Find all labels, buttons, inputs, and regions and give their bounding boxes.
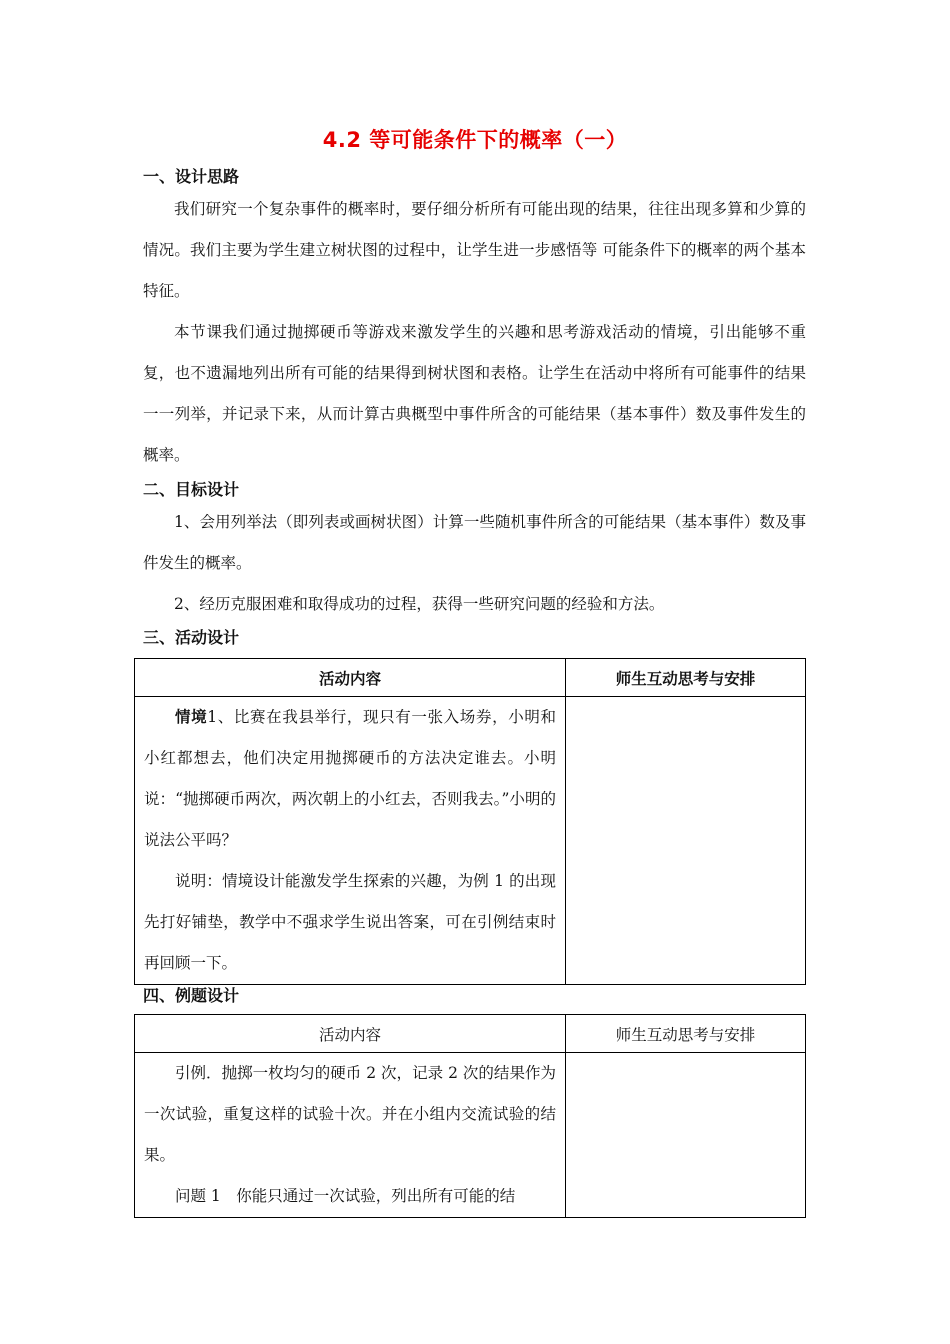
table-cell xyxy=(135,697,566,985)
situation-text: 1、比赛在我县举行，现只有一张入场券，小明和小红都想去，他们决定用抛掷硬币的方法决定谁去。小明说：“抛掷硬币两次，两次朝上的小红去，否则我去。”小明的说法公平吗？ xyxy=(144,708,556,849)
paragraph: 2、经历克服困难和取得成功的过程，获得一些研究问题的经验和方法。 xyxy=(174,595,665,613)
column-header-activity-content: 活动内容 xyxy=(135,1015,566,1053)
example-table xyxy=(134,1014,806,1218)
column-header-interaction: 师生互动思考与安排 xyxy=(566,659,806,697)
table-cell xyxy=(566,697,806,985)
column-header-activity-content: 活动内容 xyxy=(135,659,566,697)
section-heading-activity: 三、活动设计 xyxy=(143,628,240,647)
table-cell xyxy=(566,1053,806,1218)
paragraph: 我们研究一个复杂事件的概率时，要仔细分析所有可能出现的结果，往往出现多算和少算的情况。我们主要为学生建立树状图的过程中，让学生进一步感悟等 可能条件下的概率的两个基本特征。 xyxy=(143,200,806,300)
section-heading-objectives: 二、目标设计 xyxy=(143,480,240,499)
table-header-row xyxy=(135,1015,806,1053)
question-text: 问题 1 你能只通过一次试验，列出所有可能的结 xyxy=(175,1187,516,1205)
table-cell xyxy=(135,1053,566,1218)
activity-table xyxy=(134,658,806,985)
document-title: 4.2 等可能条件下的概率（一） xyxy=(322,128,628,152)
section-heading-examples: 四、例题设计 xyxy=(143,986,240,1005)
paragraph: 本节课我们通过抛掷硬币等游戏来激发学生的兴趣和思考游戏活动的情境，引出能够不重复，也不遗漏地列出所有可能的结果得到树状图和表格。让学生在活动中将所有可能事件的结果一一列举，并记录下来，从而计算古典概型中事件所含的可能结果（基本事件）数及事件发生的概率。 xyxy=(143,323,806,464)
column-header-interaction: 师生互动思考与安排 xyxy=(566,1015,806,1053)
table-row xyxy=(135,697,806,985)
paragraph: 1、会用列举法（即列表或画树状图）计算一些随机事件所含的可能结果（基本事件）数及事件发生的概率。 xyxy=(143,513,806,572)
situation-label: 情境 xyxy=(175,708,208,726)
table-row xyxy=(135,1053,806,1218)
section-heading-design-idea: 一、设计思路 xyxy=(143,167,240,186)
table-header-row xyxy=(135,659,806,697)
example-text: 引例．抛掷一枚均匀的硬币 2 次，记录 2 次的结果作为一次试验，重复这样的试验十次。并在小组内交流试验的结果。 xyxy=(144,1064,556,1164)
note-text: 说明：情境设计能激发学生探索的兴趣，为例 1 的出现先打好铺垫，教学中不强求学生说出答案，可在引例结束时再回顾一下。 xyxy=(144,872,556,972)
